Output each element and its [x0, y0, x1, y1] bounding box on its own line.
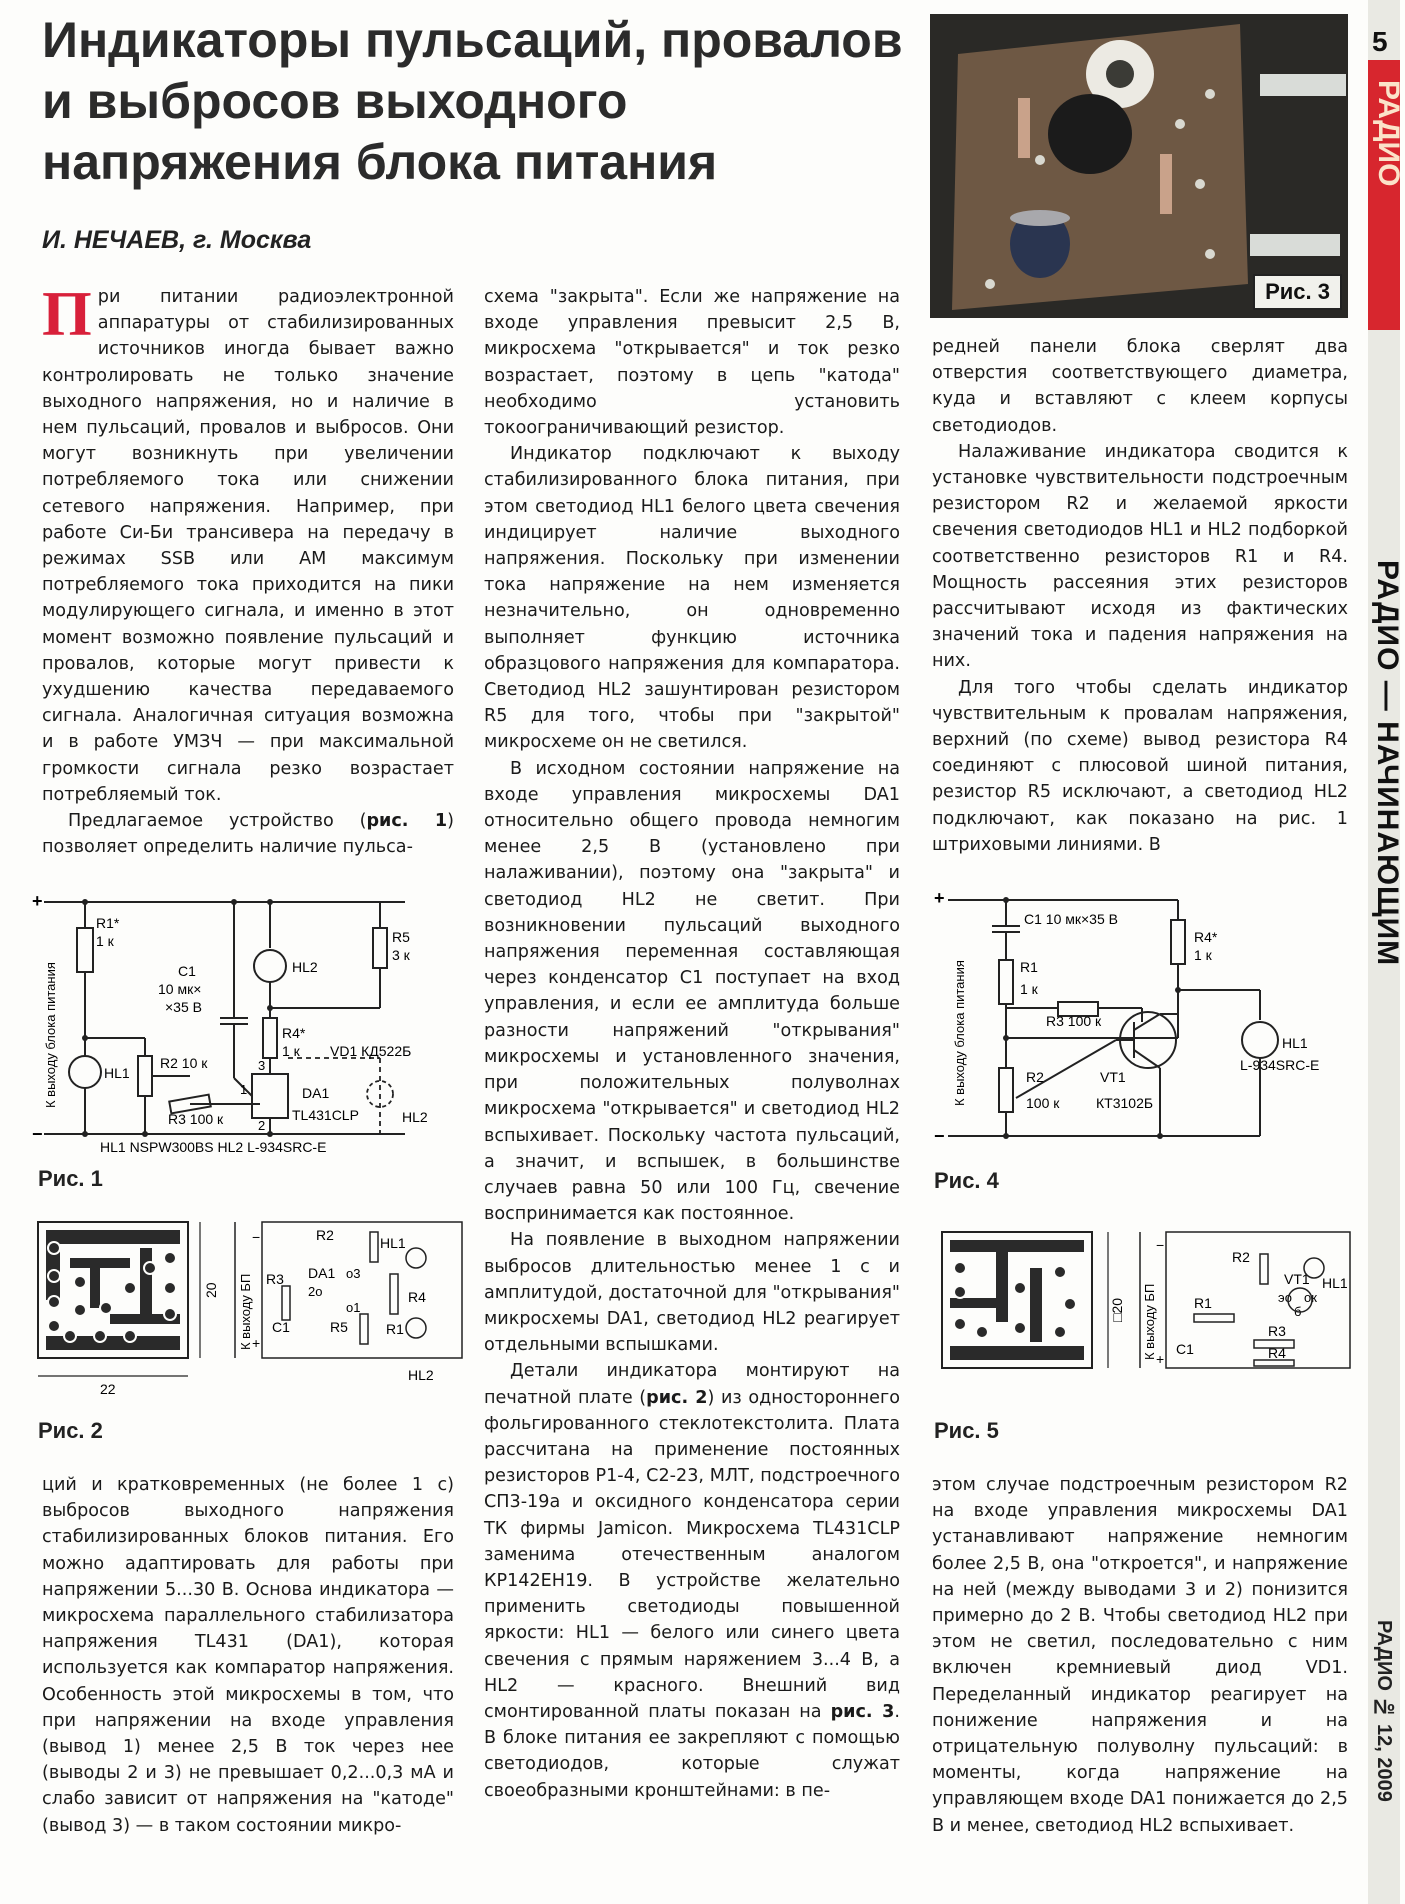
- svg-text:HL2: HL2: [408, 1367, 434, 1383]
- svg-text:VT1: VT1: [1284, 1271, 1310, 1287]
- figure-4-schematic: [930, 890, 1350, 1160]
- svg-text:R2: R2: [1232, 1249, 1250, 1265]
- column-1-bottom: [42, 1472, 454, 1839]
- svg-text:R1: R1: [1020, 959, 1038, 975]
- figure-1-caption: Рис. 1: [38, 1166, 103, 1191]
- svg-text:R4: R4: [408, 1289, 426, 1305]
- svg-text:R2: R2: [1026, 1069, 1044, 1085]
- svg-text:R3 100 к: R3 100 к: [168, 1111, 224, 1127]
- svg-text:R3 100 к: R3 100 к: [1046, 1013, 1102, 1029]
- figure-1-schematic: [30, 888, 460, 1170]
- svg-text:3: 3: [258, 1058, 266, 1073]
- svg-text:HL2: HL2: [402, 1109, 428, 1125]
- drop-cap: П: [42, 278, 92, 349]
- svg-text:100 к: 100 к: [1026, 1095, 1060, 1111]
- svg-text:R5: R5: [392, 929, 410, 945]
- svg-text:R4*: R4*: [282, 1025, 306, 1041]
- paragraph: редней панели блока сверлят два отверстия соответствующего диаметра, куда и вставляют с клеем корпусы светодиодов.: [932, 337, 1348, 436]
- svg-text:−: −: [1156, 1237, 1165, 1253]
- svg-text:HL1: HL1: [104, 1065, 130, 1081]
- paragraph-text: ри питании радиоэлектронной аппаратуры от стабилизированных источников иногда бывает важно контролировать не только значение выходного напряжения, но и наличие в нем пульсаций, провалов и выбросов. Они могут возникнуть при увеличении потребляемого тока или снижении сетевого напряжения. Например, при работе Си-Би трансивера на передачу в режимах SSB или AM максимум потребляемого тока приходится на пики модулирующего сигнала, и именно в этот момент возможно появление пульсаций и провалов, которые могут привести к ухудшению качества передаваемого сигнала. Аналогичная ситуация возможна и в работе УМЗЧ — при максимальной громкости сигнала резко возрастает потребляемый ток.: [42, 287, 454, 805]
- paragraph: На появление в выходном напряжении выбросов длительностью менее 1 с и амплитудой, достаточной для "открывания" микросхемы DA1, светодиод HL2 реагирует отдельными вспышками.: [484, 1230, 900, 1356]
- svg-text:эо: эо: [1278, 1290, 1293, 1305]
- paragraph: В исходном состоянии напряжение на входе управления микросхемы DA1 относительно общего провода немногим менее 2,5 В (установлено при налаживании), поэтому она "закрыта" и светодиод HL2 не светит. При возникновении пульсаций выходного напряжения переменная составляющая через конденсатор C1 поступает на вход управления, и если ее амплитуда больше разности напряжений "открывания" микросхемы и установленного значения, при положительных полуволнах микросхема "открывается" и светодиод HL2 вспыхивает. Поскольку частота пульсаций, а значит, и вспышек, в большинстве случаев равна 50 или 100 Гц, свечение воспринимается как постоянное.: [484, 758, 900, 1225]
- svg-text:o3: o3: [346, 1266, 361, 1281]
- svg-text:22: 22: [100, 1381, 116, 1397]
- svg-text:VD1 КД522Б: VD1 КД522Б: [330, 1043, 412, 1059]
- paragraph: Индикатор подключают к выходу стабилизированного блока питания, при этом светодиод HL1 белого цвета свечения индицирует наличие выходного напряжения. Поскольку при изменении тока напряжение на нем изменяется незначительно, он одновременно выполняет функцию источника образцового напряжения для компаратора. Светодиод HL2 зашунтирован резистором R5 для того, чтобы при "закрытой" микросхеме он не светился.: [484, 444, 900, 753]
- section-title: РАДИО — НАЧИНАЮЩИМ: [1371, 560, 1404, 967]
- svg-text:1: 1: [240, 1082, 248, 1097]
- figure-5-pcb: [930, 1228, 1350, 1398]
- svg-text:1 к: 1 к: [96, 933, 114, 949]
- figure-ref: рис. 2: [646, 1387, 708, 1408]
- svg-text:К выходу БП: К выходу БП: [238, 1273, 253, 1350]
- svg-text:+: +: [934, 888, 945, 908]
- svg-text:VT1: VT1: [1100, 1069, 1126, 1085]
- svg-text:C1: C1: [1176, 1341, 1194, 1357]
- svg-text:C1: C1: [178, 963, 196, 979]
- svg-text:1 к: 1 к: [282, 1043, 300, 1059]
- svg-text:C1 10 мк×35 В: C1 10 мк×35 В: [1024, 911, 1118, 927]
- paragraph: Предлагаемое устройство (рис. 1) позволяет определить наличие пульса-: [42, 811, 454, 858]
- svg-text:R2 10 к: R2 10 к: [160, 1055, 208, 1071]
- svg-text:DA1: DA1: [308, 1265, 336, 1281]
- svg-text:2o: 2o: [308, 1284, 323, 1299]
- figure-ref: рис. 1: [366, 811, 448, 832]
- figure-5-caption: Рис. 5: [934, 1418, 999, 1443]
- paragraph: Налаживание индикатора сводится к установке чувствительности подстроечным резистором R2 и желаемой яркости свечения светодиодов HL1 и HL2 подборкой соответственно резисторов R1 и R4. Мощность рассеяния этих резисторов рассчитывают исходя из фактических значений тока и падения напряжения на них.: [932, 441, 1348, 672]
- svg-text:+: +: [252, 1335, 261, 1351]
- column-3-bottom: [932, 1472, 1348, 1839]
- svg-text:HL1: HL1: [1282, 1035, 1308, 1051]
- svg-text:КТ3102Б: КТ3102Б: [1096, 1095, 1154, 1111]
- paragraph: этом случае подстроечным резистором R2 на входе управления микросхемы DA1 устанавливают напряжение немногим более 2,5 В, она "откроется", и напряжение на ней (между выводами 3 и 2) понизится примерно до 2 В. Чтобы светодиод HL2 при этом не светил, последовательно с ним включен кремниевый диод VD1. Переделанный индикатор реагирует на понижение напряжения и на отрицательную полуволну пульсаций: в моменты, когда напряжение на управляющем входе DA1 понижается до 2,5 В и менее, светодиод HL2 вспыхивает.: [932, 1475, 1348, 1836]
- paragraph: Детали индикатора монтируют на печатной плате (рис. 2) из одностороннего фольгированного стеклотекстолита. Плата рассчитана на применение постоянных резисторов Р1-4, С2-23, МЛТ, подстроечного СП3-19а и оксидного конденсатора серии ТК фирмы Jamicon. Микросхема TL431CLP заменима отечественным аналогом КР142ЕН19. В устройстве желательно применить светодиоды повышенной яркости: HL1 — белого или синего цвета свечения с прямым наряжением 3...4 В, а HL2 — красного. Внешний вид смонтированной платы показан на рис. 3. В блоке питания ее закрепляют с помощью светодиодов, которые служат своеобразными кронштейнами: в пе-: [484, 1361, 900, 1801]
- paragraph: ций и кратковременных (не более 1 с) выбросов выходного напряжения стабилизированных блоков питания. Его можно адаптировать для работы при напряжении 5...30 В. Основа индикатора — микросхема параллельного стабилизатора напряжения TL431 (DA1), которая используется как компаратор напряжения. Особенность этой микросхемы в том, что при напряжении на входе управления (вывод 1) менее 2,5 В ток через нее (выводы 2 и 3) не превышает 0,2...0,3 мА и слабо зависит от напряжения на "катоде" (вывод 3) — в таком состоянии микро-: [42, 1475, 454, 1836]
- board-photo-illustration: [930, 14, 1348, 318]
- svg-text:+: +: [1156, 1351, 1165, 1367]
- paragraph: схема "закрыта". Если же напряжение на входе управления превысит 2,5 В, микросхема "открывается" и ток резко возрастает, поэтому в цепь "катода" необходимо установить токоограничивающий резистор.: [484, 287, 900, 439]
- svg-text:−: −: [32, 1124, 43, 1144]
- svg-text:L-934SRC-E: L-934SRC-E: [1240, 1057, 1320, 1073]
- magazine-logo: РАДИО: [1372, 80, 1405, 187]
- svg-text:3 к: 3 к: [392, 947, 410, 963]
- svg-text:DA1: DA1: [302, 1085, 330, 1101]
- svg-text:R4: R4: [1268, 1345, 1286, 1361]
- svg-text:×35 В: ×35 В: [165, 999, 202, 1015]
- svg-text:R3: R3: [266, 1271, 284, 1287]
- svg-text:1 к: 1 к: [1020, 981, 1038, 997]
- svg-text:−: −: [252, 1229, 261, 1245]
- svg-text:1 к: 1 к: [1194, 947, 1212, 963]
- svg-text:К выходу блока питания: К выходу блока питания: [952, 960, 967, 1106]
- article-title: Индикаторы пульсаций, провалов и выбросов выходного напряжения блока питания: [42, 12, 903, 190]
- svg-text:R3: R3: [1268, 1323, 1286, 1339]
- svg-text:C1: C1: [272, 1319, 290, 1335]
- svg-text:К выходу БП: К выходу БП: [1142, 1283, 1157, 1360]
- svg-text:R1*: R1*: [96, 915, 120, 931]
- svg-text:ок: ок: [1304, 1290, 1317, 1305]
- figure-2-pcb: [30, 1218, 460, 1398]
- column-1-top: [42, 278, 454, 860]
- figure-3-caption: Рис. 3: [1253, 274, 1342, 310]
- svg-text:□20: □20: [1109, 1297, 1125, 1322]
- svg-text:R2: R2: [316, 1227, 334, 1243]
- column-2: [484, 284, 900, 1804]
- magazine-sidebar: [1368, 0, 1405, 1904]
- column-3-top: [932, 334, 1348, 858]
- svg-text:HL1: HL1: [380, 1235, 406, 1251]
- svg-text:HL1: HL1: [1322, 1275, 1348, 1291]
- svg-text:−: −: [934, 1126, 945, 1146]
- figure-3-photo: [930, 14, 1348, 318]
- figure-ref: рис. 3: [830, 1701, 895, 1722]
- svg-text:+: +: [32, 891, 43, 911]
- paragraph: Для того чтобы сделать индикатор чувствительным к провалам напряжения, верхний (по схеме) вывод резистора R4 соединяют с плюсовой шиной питания, резистор R5 исключают, а светодиод HL2 подключают, как показано на рис. 1 штриховыми линиями. В: [932, 677, 1348, 855]
- page-number: 5: [1372, 26, 1388, 57]
- svg-text:R1: R1: [386, 1321, 404, 1337]
- svg-text:2: 2: [258, 1118, 266, 1133]
- svg-text:К выходу блока питания: К выходу блока питания: [43, 962, 58, 1108]
- svg-text:R1: R1: [1194, 1295, 1212, 1311]
- svg-text:б: б: [1294, 1304, 1302, 1319]
- figure-2-caption: Рис. 2: [38, 1418, 103, 1443]
- svg-text:20: 20: [203, 1282, 219, 1298]
- svg-text:o1: o1: [346, 1300, 361, 1315]
- svg-text:R5: R5: [330, 1319, 348, 1335]
- figure-4-caption: Рис. 4: [934, 1168, 999, 1193]
- issue-label: РАДИО № 12, 2009: [1373, 1620, 1395, 1802]
- svg-text:TL431CLP: TL431CLP: [292, 1107, 359, 1123]
- paragraph: [42, 278, 454, 808]
- svg-text:10 мк×: 10 мк×: [158, 981, 202, 997]
- svg-text:R4*: R4*: [1194, 929, 1218, 945]
- svg-text:HL1 NSPW300BS HL2 L-934SRC-E: HL1 NSPW300BS HL2 L-934SRC-E: [100, 1139, 327, 1155]
- article-author: И. НЕЧАЕВ, г. Москва: [42, 226, 312, 254]
- svg-text:HL2: HL2: [292, 959, 318, 975]
